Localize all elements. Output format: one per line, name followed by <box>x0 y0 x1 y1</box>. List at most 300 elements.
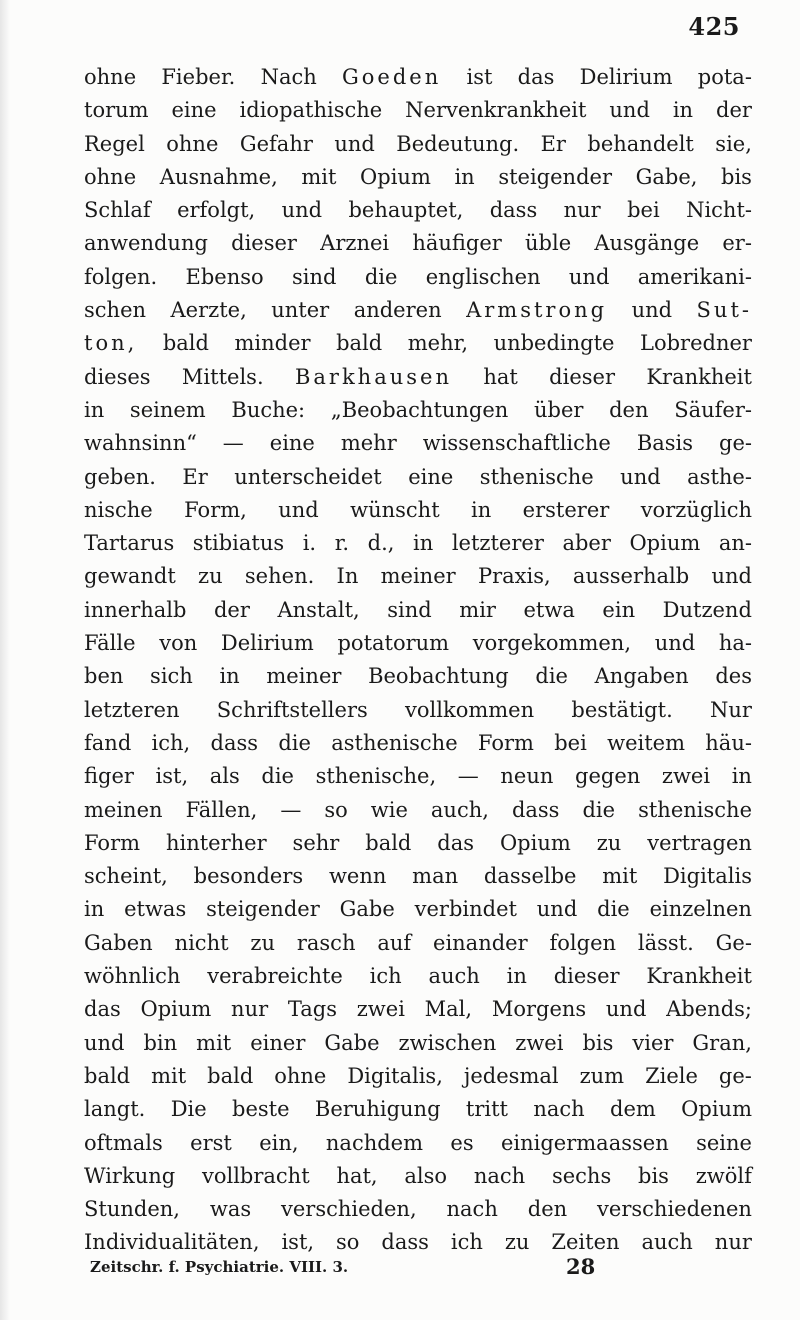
text-word: seinem <box>129 397 206 422</box>
text-word: er- <box>722 231 752 256</box>
text-word: so <box>336 1230 360 1255</box>
text-word: dem <box>610 1097 656 1122</box>
text-line <box>84 494 752 527</box>
text-word: zu <box>596 830 622 855</box>
text-word: unterscheidet <box>234 464 382 489</box>
text-word: und <box>568 264 610 289</box>
text-word: weitem <box>607 730 685 755</box>
text-word: mehr <box>340 431 397 456</box>
text-word: potatorum <box>337 631 450 656</box>
text-line <box>84 1193 752 1226</box>
text-word: in <box>471 497 492 522</box>
text-word: sthenische, <box>315 764 437 789</box>
text-word: unter <box>271 298 330 323</box>
footer-journal-reference: Zeitschr. f. Psychiatrie. VIII. 3. <box>90 1258 349 1276</box>
text-word: und <box>711 564 752 589</box>
text-word: sehr <box>292 830 340 855</box>
text-word: Ge- <box>715 930 752 955</box>
text-line <box>84 1093 752 1126</box>
text-word: wie <box>370 797 408 822</box>
text-word: beste <box>232 1097 290 1122</box>
text-word: letzteren <box>84 697 180 722</box>
text-word: man <box>412 864 459 889</box>
text-word: nach <box>473 1163 526 1188</box>
text-word: mit <box>151 1063 187 1088</box>
text-word: dieses <box>84 364 151 389</box>
text-word: anderen <box>353 298 442 323</box>
text-word: wahnsinn“ <box>84 431 197 456</box>
text-word: Wirkung <box>84 1163 176 1188</box>
text-word: Tags <box>287 997 337 1022</box>
text-word: sthenische <box>479 464 594 489</box>
text-word: ist, <box>281 1230 315 1255</box>
text-line <box>84 427 752 460</box>
text-word: Beruhigung <box>314 1097 441 1122</box>
text-word: Lobredner <box>640 331 752 356</box>
text-word: pota- <box>697 65 752 89</box>
text-word: schen <box>84 298 147 323</box>
text-line <box>84 993 752 1026</box>
text-word: Opium <box>681 1097 752 1122</box>
text-line <box>84 893 752 926</box>
text-word: Delirium <box>579 65 673 89</box>
text-word: meiner <box>266 664 342 689</box>
text-word: Bedeutung. <box>396 131 520 156</box>
text-word: sich <box>150 664 193 689</box>
text-word: hat, <box>336 1163 378 1188</box>
text-word: sehen. <box>244 564 315 589</box>
text-word: Gefahr <box>239 131 313 156</box>
text-word: bei <box>554 730 587 755</box>
text-word: nachdem <box>325 1130 424 1155</box>
text-word: Gabe, <box>635 164 698 189</box>
text-line <box>84 1127 752 1160</box>
text-word: ohne <box>84 164 137 189</box>
text-word: steigender <box>206 897 320 922</box>
text-word: einander <box>433 930 528 955</box>
text-word: englischen <box>425 264 541 289</box>
text-line <box>84 128 752 161</box>
text-word: zu <box>504 1230 530 1255</box>
text-word: Beobachtung <box>368 664 509 689</box>
text-word: innerhalb <box>84 597 187 622</box>
text-word: vollkommen <box>405 697 535 722</box>
text-word: Form, <box>184 497 247 522</box>
text-word: das <box>84 997 121 1022</box>
text-word: Schriftstellers <box>216 697 368 722</box>
text-word: Ebenso <box>185 264 264 289</box>
text-word: Mittels. <box>181 364 264 389</box>
text-word: stibiatus <box>192 531 285 556</box>
text-word: Morgens <box>491 997 587 1022</box>
text-word: des <box>715 664 752 689</box>
text-word: Sut- <box>696 298 752 323</box>
text-word: Aerzte, <box>170 298 247 323</box>
text-word: in <box>506 964 527 989</box>
text-word: Opium <box>629 531 701 556</box>
text-word: sthenische <box>638 797 752 822</box>
text-word: ausserhalb <box>572 564 690 589</box>
text-word: bald <box>365 830 412 855</box>
text-word: verschieden, <box>281 1197 417 1222</box>
text-line <box>84 461 752 494</box>
text-word: in <box>731 764 752 789</box>
text-word: Delirium <box>220 631 314 656</box>
text-word: verbindet <box>414 897 517 922</box>
text-word: nur <box>563 198 601 223</box>
text-word: etwa <box>523 597 575 622</box>
text-word: bald <box>84 1063 131 1088</box>
text-word: ich <box>369 964 402 989</box>
text-word: auch <box>641 1230 693 1255</box>
text-word: seine <box>696 1130 752 1155</box>
text-word: Gabe <box>324 1030 380 1055</box>
text-line <box>84 727 752 760</box>
text-word: eine <box>269 431 315 456</box>
text-word: bei <box>627 198 660 223</box>
text-word: die <box>364 264 398 289</box>
text-word: bestätigt. <box>571 697 673 722</box>
text-word: unbedingte <box>493 331 615 356</box>
text-word: gegen <box>575 764 641 789</box>
text-word: gewandt <box>84 564 176 589</box>
text-word: bald <box>162 331 209 356</box>
text-word: Nicht- <box>686 198 752 223</box>
text-word: dass <box>489 198 538 223</box>
text-word: Tartarus <box>84 531 175 556</box>
text-word: die <box>261 764 294 789</box>
text-word: Praxis, <box>477 564 551 589</box>
text-word: Form <box>477 730 534 755</box>
text-word: Krankheit <box>646 964 752 989</box>
text-word: bis <box>638 1163 669 1188</box>
text-word: und <box>605 997 647 1022</box>
text-line <box>84 627 752 660</box>
text-word: die <box>582 797 616 822</box>
text-word: meinen <box>84 797 163 822</box>
text-word: in <box>84 397 105 422</box>
text-word: und <box>334 131 375 156</box>
text-word: nach <box>446 1197 498 1222</box>
text-word: vorzüglich <box>640 497 752 522</box>
text-word: Angaben <box>594 664 689 689</box>
text-word: ein <box>602 597 636 622</box>
text-word: erfolgt, <box>177 198 256 223</box>
text-word: Ausnahme, <box>159 164 278 189</box>
text-word: üble <box>525 231 572 256</box>
text-word: nur <box>231 997 269 1022</box>
text-word: i. <box>302 531 317 556</box>
text-word: Opium <box>140 997 212 1022</box>
text-word: und <box>278 497 319 522</box>
text-word: ohne <box>166 131 219 156</box>
text-word: steigender <box>498 164 612 189</box>
text-word: sind <box>387 597 432 622</box>
text-word: folgen. <box>84 264 158 289</box>
text-word: den <box>609 397 649 422</box>
text-word: asthe- <box>687 464 752 489</box>
text-word: ge- <box>719 431 752 456</box>
text-word: Digitalis <box>663 864 752 889</box>
text-word: an- <box>718 531 752 556</box>
text-word: ton, <box>84 331 138 356</box>
text-word: der <box>213 597 250 622</box>
text-word: Nervenkrankheit <box>405 98 587 123</box>
text-word: Arznei <box>320 231 390 256</box>
text-word: es <box>450 1130 474 1155</box>
text-word: in <box>84 897 105 922</box>
text-word: dass <box>511 797 560 822</box>
text-word: hinterher <box>165 830 267 855</box>
text-word: Schlaf <box>84 198 151 223</box>
text-word: die <box>278 730 311 755</box>
text-word: zu <box>198 564 223 589</box>
text-word: sie, <box>715 131 752 156</box>
text-word: wünscht <box>350 497 440 522</box>
text-word: mit <box>602 864 638 889</box>
text-word: und <box>281 198 323 223</box>
text-word: was <box>209 1197 252 1222</box>
text-word: nische <box>84 497 153 522</box>
text-word: jedesmal <box>463 1063 559 1088</box>
text-word: Abends; <box>666 997 752 1022</box>
text-line <box>84 694 752 727</box>
text-word: und <box>536 897 578 922</box>
text-word: minder <box>234 331 311 356</box>
text-word: letzterer <box>451 531 544 556</box>
text-word: verschiedenen <box>597 1197 752 1222</box>
text-line <box>84 527 752 560</box>
text-word: vier <box>632 1030 674 1055</box>
text-word: neun <box>500 764 554 789</box>
text-word: nicht <box>174 930 229 955</box>
text-word: amerikani- <box>637 264 752 289</box>
text-word: dieser <box>231 231 297 256</box>
text-word: zwei <box>515 1030 564 1055</box>
text-word: der <box>716 98 752 123</box>
text-line <box>84 960 752 993</box>
text-word: Nur <box>710 697 752 722</box>
text-word: anwendung <box>84 231 208 256</box>
text-line <box>84 760 752 793</box>
text-word: Ziele <box>645 1063 698 1088</box>
text-word: vorgekommen, <box>472 631 632 656</box>
text-word: d., <box>367 531 395 556</box>
text-word: mit <box>301 164 337 189</box>
text-word: ich, <box>151 730 191 755</box>
text-word: zum <box>579 1063 625 1088</box>
text-word: „Beobachtungen <box>330 397 509 422</box>
footer-signature-mark: 28 <box>566 1254 596 1279</box>
text-word: in <box>219 664 240 689</box>
text-word: mehr, <box>407 331 469 356</box>
text-line <box>84 327 752 360</box>
text-word: Er <box>540 131 566 156</box>
text-word: behandelt <box>587 131 694 156</box>
text-line <box>84 361 752 394</box>
text-word: geben. <box>84 464 156 489</box>
text-word: ersterer <box>522 497 610 522</box>
text-word: vertragen <box>647 830 752 855</box>
text-line <box>84 860 752 893</box>
text-word: idiopathische <box>239 98 383 123</box>
text-line <box>84 794 752 827</box>
text-word: das <box>517 65 555 89</box>
text-word: einer <box>250 1030 306 1055</box>
text-word: dasselbe <box>483 864 577 889</box>
text-word: wenn <box>328 864 387 889</box>
text-line <box>84 1226 752 1259</box>
text-word: Nach <box>260 65 317 89</box>
text-word: r. <box>334 531 350 556</box>
text-word: scheint, <box>84 864 168 889</box>
text-word: bald <box>207 1063 254 1088</box>
text-word: Dutzend <box>662 597 752 622</box>
text-word: Basis <box>636 431 694 456</box>
text-word: auf <box>377 930 412 955</box>
text-word: Opium <box>360 164 431 189</box>
text-word: Armstrong <box>466 298 608 323</box>
text-word: eine <box>408 464 454 489</box>
text-word: — <box>222 431 244 456</box>
text-word: das <box>437 830 475 855</box>
text-word: dieser <box>549 364 615 389</box>
text-word: bin <box>143 1030 178 1055</box>
text-word: rasch <box>296 930 356 955</box>
text-word: ich <box>450 1230 483 1255</box>
text-word: bis <box>582 1030 614 1055</box>
body-text <box>84 61 752 1260</box>
text-word: hat <box>483 364 518 389</box>
text-word: Buche: <box>231 397 306 422</box>
text-word: folgen <box>549 930 617 955</box>
text-line <box>84 261 752 294</box>
text-word: vollbracht <box>201 1163 310 1188</box>
text-word: nur <box>714 1230 752 1255</box>
text-word: behauptet, <box>348 198 464 223</box>
text-word: ist <box>466 65 493 89</box>
text-word: bald <box>336 331 383 356</box>
text-word: häu- <box>705 730 752 755</box>
text-line <box>84 194 752 227</box>
text-word: tritt <box>465 1097 508 1122</box>
text-word: ein, <box>259 1130 299 1155</box>
text-word: zwei <box>356 997 405 1022</box>
text-word: etwas <box>124 897 187 922</box>
text-word: dieser <box>553 964 620 989</box>
text-word: lässt. <box>637 930 694 955</box>
text-word: Zeiten <box>551 1230 620 1255</box>
text-word: ha- <box>718 631 752 656</box>
text-word: Opium <box>499 830 571 855</box>
text-word: in <box>413 531 434 556</box>
text-line <box>84 594 752 627</box>
text-line <box>84 227 752 260</box>
text-word: so <box>324 797 348 822</box>
text-line <box>84 927 752 960</box>
text-word: wöhnlich <box>84 964 181 989</box>
text-word: auch <box>428 964 480 989</box>
text-word: ist, <box>155 764 189 789</box>
text-line <box>84 827 752 860</box>
text-word: und <box>654 631 696 656</box>
text-word: ohne <box>84 65 137 89</box>
text-word: fand <box>84 730 132 755</box>
text-word: die <box>535 664 568 689</box>
text-word: Gran, <box>692 1030 752 1055</box>
text-word: dass <box>381 1230 429 1255</box>
page-number: 425 <box>688 12 740 41</box>
text-word: Regel <box>84 131 145 156</box>
text-line <box>84 1160 752 1193</box>
text-word: wissenschaftliche <box>422 431 611 456</box>
text-line <box>84 560 752 593</box>
text-word: zwischen <box>398 1030 497 1055</box>
text-word: Fieber. <box>161 65 236 89</box>
text-word: auch, <box>430 797 489 822</box>
text-word: Digitalis, <box>347 1063 443 1088</box>
text-word: einigermaassen <box>500 1130 669 1155</box>
text-word: einzelnen <box>649 897 752 922</box>
text-word: In <box>336 564 359 589</box>
text-word: Stunden, <box>84 1197 180 1222</box>
text-word: erst <box>190 1130 232 1155</box>
text-line <box>84 1027 752 1060</box>
text-word: meiner <box>380 564 456 589</box>
text-line <box>84 1060 752 1093</box>
text-word: bis <box>721 164 752 189</box>
text-word: mit <box>196 1030 232 1055</box>
text-word: Gaben <box>84 930 153 955</box>
text-word: und <box>620 464 661 489</box>
text-word: häufiger <box>412 231 502 256</box>
text-word: Fälle <box>84 631 136 656</box>
text-word: die <box>597 897 630 922</box>
text-word: sechs <box>551 1163 612 1188</box>
text-word: — <box>280 797 302 822</box>
text-line <box>84 294 752 327</box>
text-word: Ausgänge <box>594 231 700 256</box>
text-word: oftmals <box>84 1130 163 1155</box>
text-word: Säufer- <box>674 397 752 422</box>
text-word: zwei <box>661 764 711 789</box>
text-word: dass <box>210 730 259 755</box>
text-word: also <box>404 1163 448 1188</box>
text-word: Individualitäten, <box>84 1230 260 1255</box>
page-edge-shadow <box>0 0 10 1320</box>
text-word: langt. <box>84 1097 146 1122</box>
text-word: Form <box>84 830 141 855</box>
text-word: sind <box>292 264 337 289</box>
text-word: Fällen, <box>185 797 258 822</box>
text-word: aber <box>562 531 611 556</box>
text-word: Goeden <box>342 65 442 89</box>
text-word: Mal, <box>424 997 473 1022</box>
text-word: und <box>631 298 673 323</box>
text-word: Krankheit <box>646 364 752 389</box>
text-word: von <box>159 631 198 656</box>
text-word: und <box>84 1030 125 1055</box>
text-word: asthenische <box>331 730 458 755</box>
text-word: den <box>527 1197 568 1222</box>
text-word: besonders <box>193 864 304 889</box>
text-word: mir <box>459 597 496 622</box>
text-word: ben <box>84 664 124 689</box>
text-word: Gabe <box>339 897 395 922</box>
text-word: Er <box>182 464 208 489</box>
text-word: zu <box>250 930 275 955</box>
text-word: nach <box>533 1097 585 1122</box>
